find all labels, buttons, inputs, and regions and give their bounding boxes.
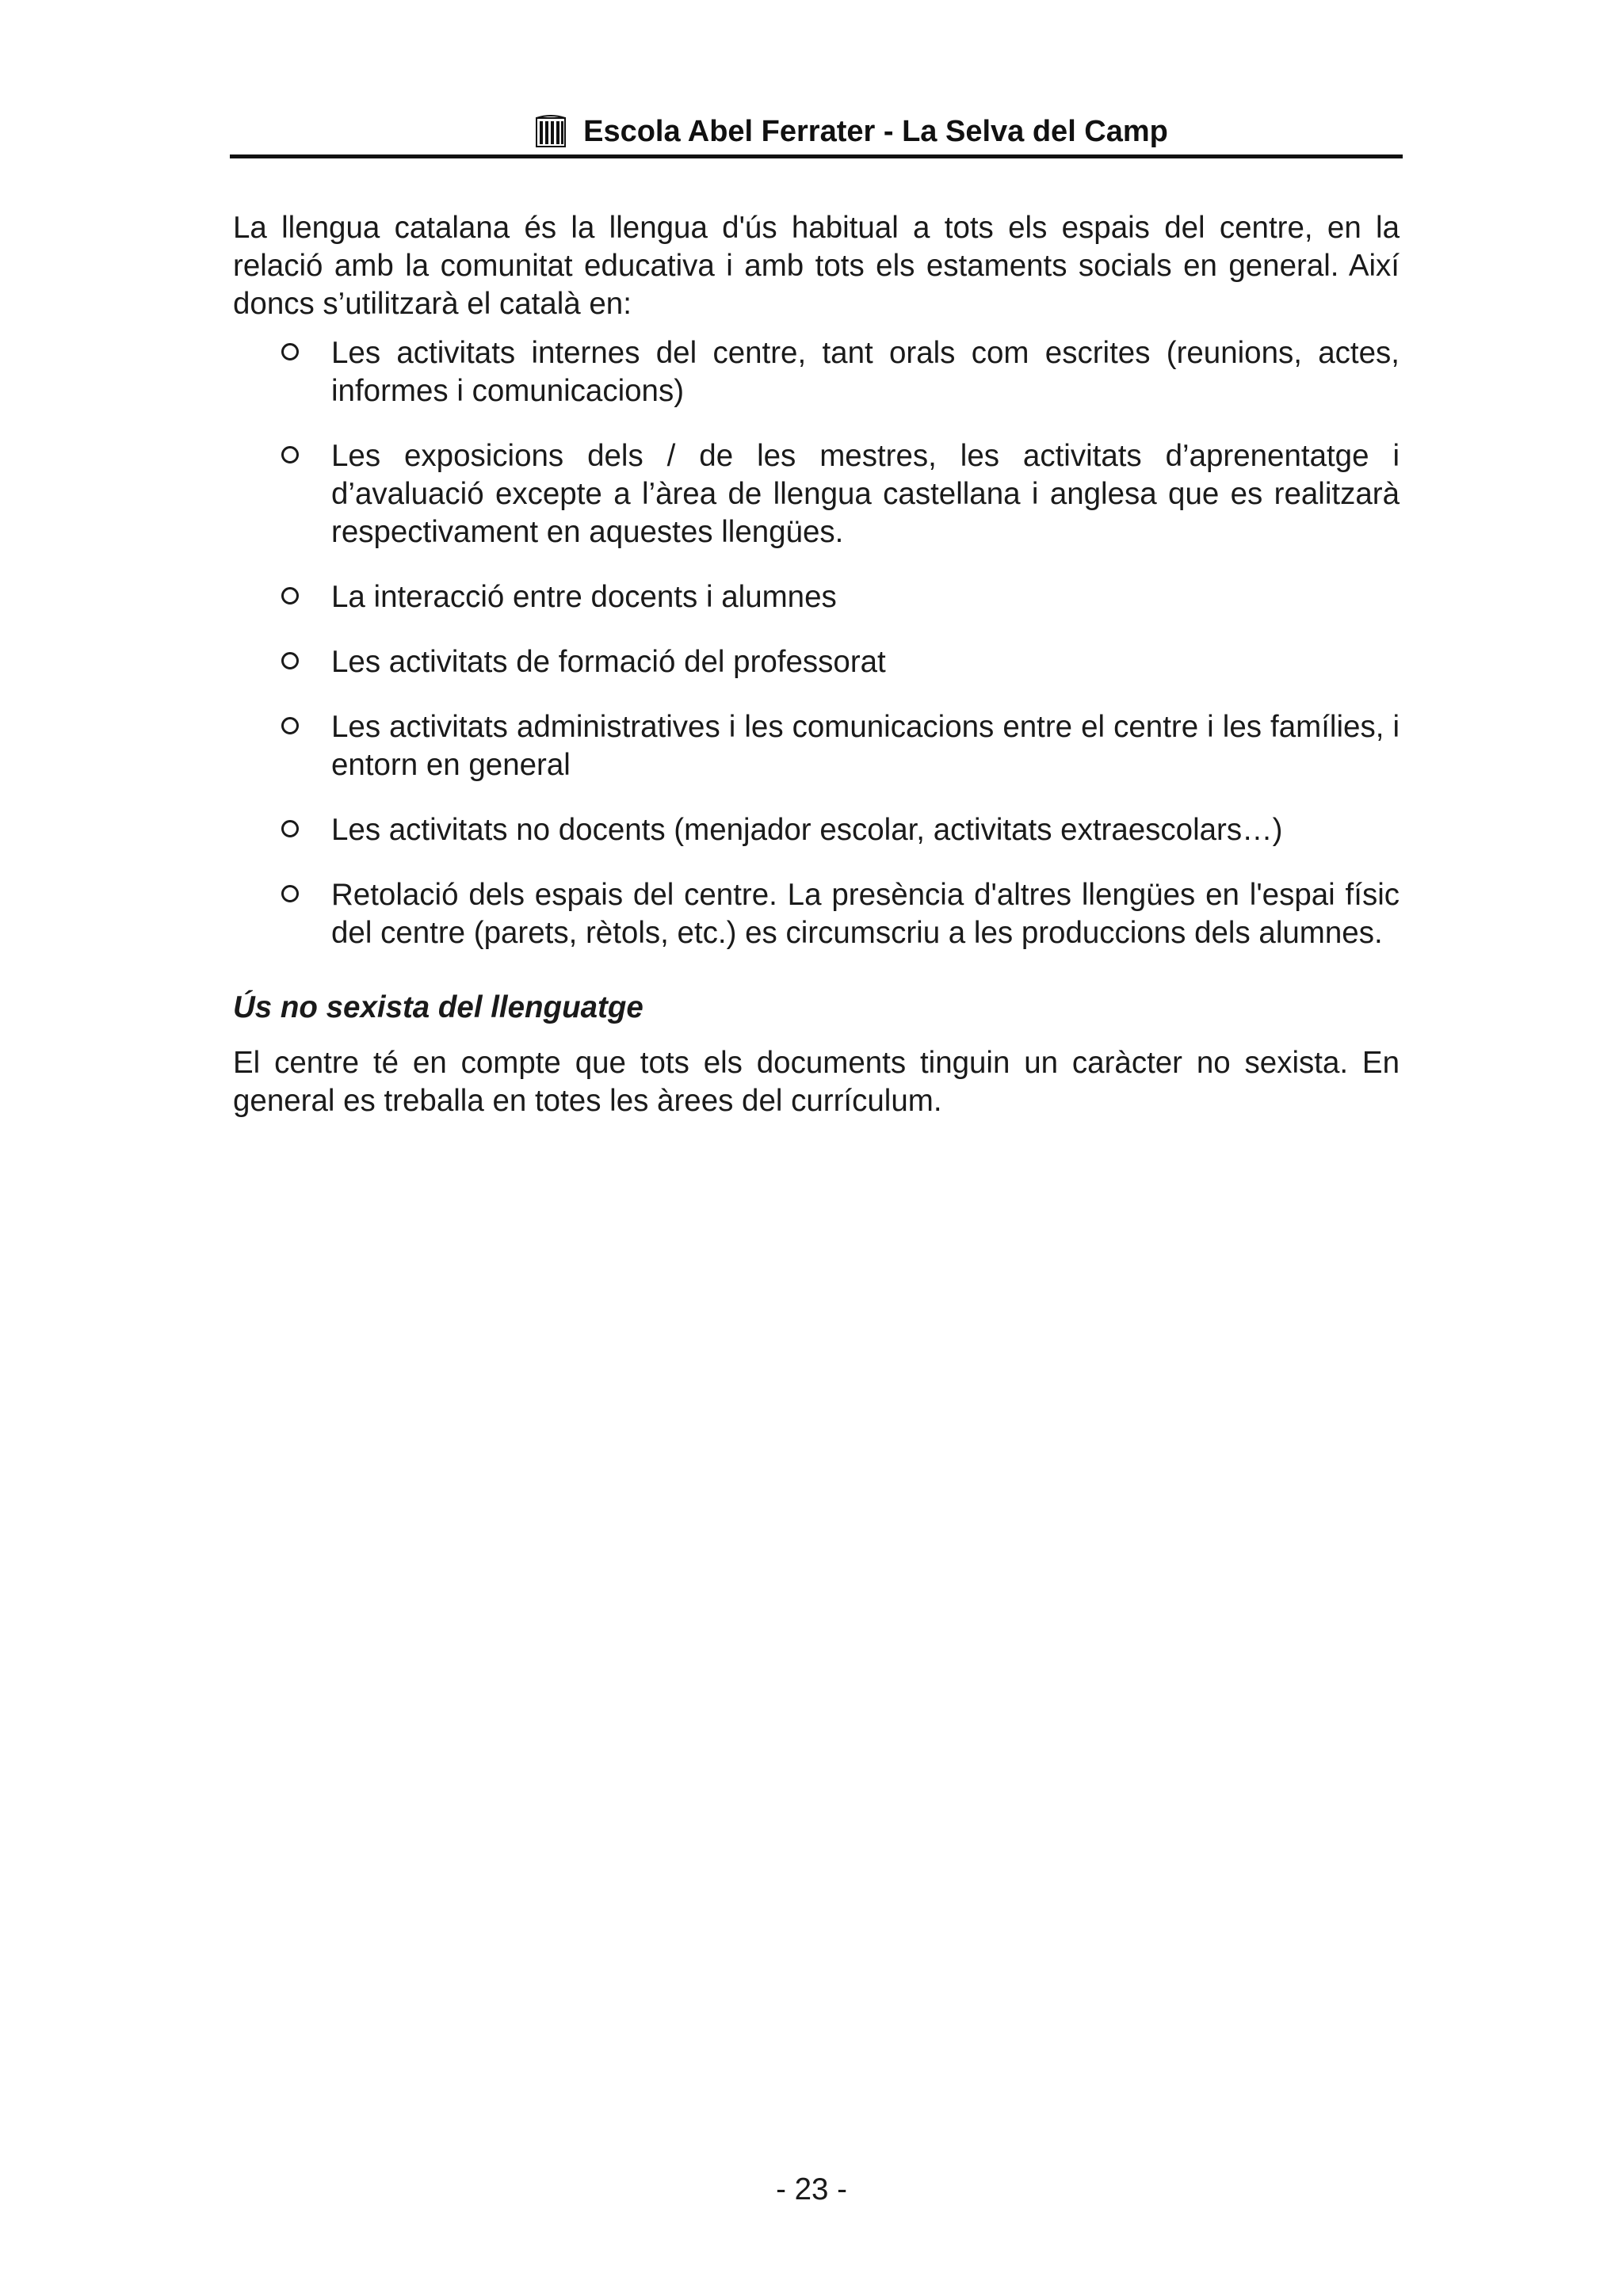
list-item-text: Les activitats administratives i les comunicacions entre el centre i les famílies, i entorn en general [331,710,1400,782]
bullet-list [233,334,1400,952]
list-item [331,334,1400,410]
circle-bullet-icon [281,587,299,605]
list-item-text: Les activitats no docents (menjador escolar, activitats extraescolars…) [331,813,1283,847]
list-item-text: Les activitats internes del centre, tant orals com escrites (reunions, actes, informes i comunicacions) [331,336,1400,408]
page-number: - 23 - [776,2172,847,2206]
header-title: Escola Abel Ferrater - La Selva del Camp [583,115,1168,148]
circle-bullet-icon [281,446,299,463]
section-paragraph: El centre té en compte que tots els documents tinguin un caràcter no sexista. En general es treballa en totes les àrees del currículum. [233,1046,1400,1118]
generalitat-logo-icon [536,115,566,148]
page-header [230,109,1403,158]
intro-paragraph: La llengua catalana és la llengua d'ús habitual a tots els espais del centre, en la relació amb la comunitat educativa i amb tots els estaments socials en general. Així doncs s’utilitzarà el català en: [233,211,1400,321]
list-item-text: Les exposicions dels / de les mestres, les activitats d’aprenentatge i d’avaluació excepte a l’àrea de llengua castellana i anglesa que es realitzarà respectivament en aquestes llengües. [331,439,1400,549]
circle-bullet-icon [281,885,299,902]
circle-bullet-icon [281,652,299,669]
circle-bullet-icon [281,820,299,837]
list-item-text: Les activitats de formació del professorat [331,645,886,679]
header-inner [536,109,1168,154]
circle-bullet-icon [281,343,299,360]
section-heading: Ús no sexista del llenguatge [233,990,643,1024]
list-item [331,578,1400,616]
list-item [331,876,1400,952]
list-item [331,437,1400,551]
document-body [233,209,1400,1120]
list-item [331,708,1400,784]
list-item [331,811,1400,849]
circle-bullet-icon [281,717,299,734]
list-item-text: La interacció entre docents i alumnes [331,580,837,614]
list-item [331,643,1400,681]
list-item-text: Retolació dels espais del centre. La presència d'altres llengües en l'espai físic del centre (parets, rètols, etc.) es circumscriu a les produccions dels alumnes. [331,878,1400,950]
